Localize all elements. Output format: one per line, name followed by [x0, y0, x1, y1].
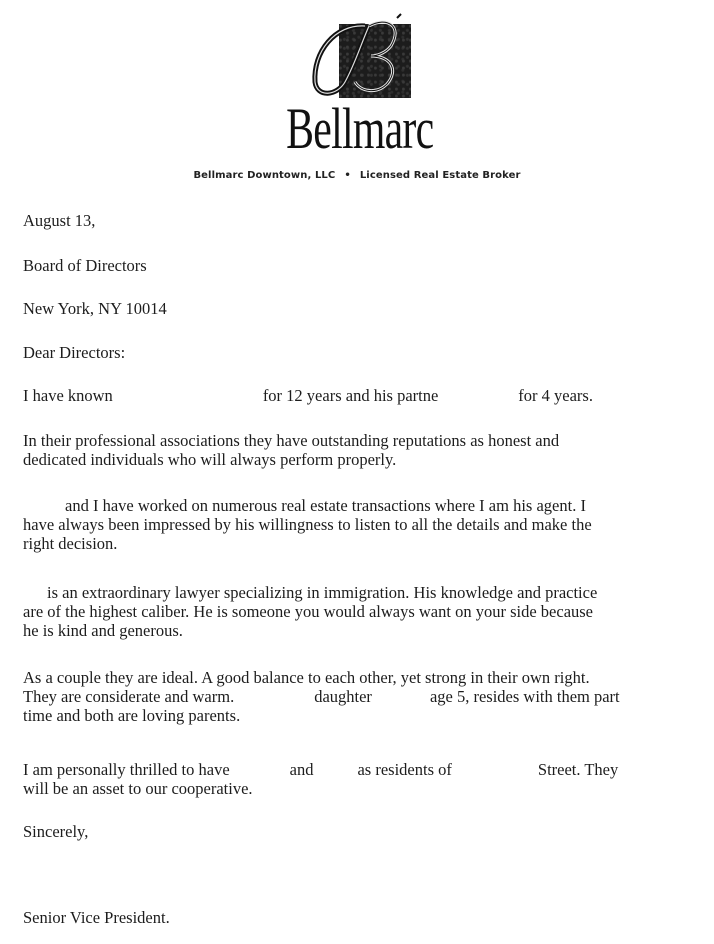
- p4-line-1: is an extraordinary lawyer specializing in immigration. His knowledge and practice: [47, 583, 598, 602]
- license-text: Licensed Real Estate Broker: [359, 170, 521, 181]
- paragraph-3: [23, 496, 703, 553]
- company-name: Bellmarc Downtown, LLC: [193, 170, 336, 181]
- p5-line-2b: daughter: [314, 687, 372, 706]
- salutation: Dear Directors:: [23, 343, 126, 362]
- p6-line-1c: as residents of: [357, 760, 452, 779]
- paragraph-1: [23, 386, 703, 405]
- p6-line-1a: I am personally thrilled to have: [23, 760, 230, 779]
- paragraph-2: [23, 431, 703, 469]
- paragraph-5: [23, 668, 703, 725]
- p6-line-1d: Street. They: [537, 760, 619, 779]
- letter-date: August 13,: [23, 211, 96, 230]
- p3-line-2: have always been impressed by his willingness to listen to all the details and make the: [23, 515, 592, 534]
- p2-line-1: In their professional associations they have outstanding reputations as honest and: [23, 431, 560, 450]
- paragraph-4: [23, 583, 703, 640]
- p5-line-2a: They are considerate and warm.: [23, 687, 235, 706]
- brand-tagline: [0, 170, 714, 181]
- letterhead: [0, 0, 714, 195]
- p4-line-2: are of the highest caliber. He is someone you would always want on your side because: [23, 602, 594, 621]
- p3-line-3: right decision.: [23, 534, 118, 553]
- brand-name: Bellmarc: [286, 96, 434, 161]
- p5-line-3: time and both are loving parents.: [23, 706, 241, 725]
- paragraph-6: [23, 760, 703, 798]
- p1-text-a: I have known: [23, 386, 113, 405]
- p4-line-3: he is kind and generous.: [23, 621, 183, 640]
- monogram-b-icon: [305, 12, 415, 102]
- p2-line-2: dedicated individuals who will always perform properly.: [23, 450, 397, 469]
- p3-line-1: and I have worked on numerous real estate transactions where I am his agent. I: [65, 496, 586, 515]
- p6-line-2: will be an asset to our cooperative.: [23, 779, 253, 798]
- closing: Sincerely,: [23, 822, 89, 841]
- p1-text-b: for 12 years and his partne: [262, 386, 439, 405]
- p5-line-1: As a couple they are ideal. A good balance to each other, yet strong in their own right.: [23, 668, 590, 687]
- p5-line-2c: age 5, resides with them part: [429, 687, 620, 706]
- recipient-line: Board of Directors: [23, 256, 147, 275]
- address-line: New York, NY 10014: [23, 299, 167, 318]
- p6-line-1b: and: [289, 760, 314, 779]
- p1-text-c: for 4 years.: [518, 386, 593, 405]
- separator-dot: •: [344, 170, 351, 181]
- signer-title: Senior Vice President.: [23, 908, 170, 927]
